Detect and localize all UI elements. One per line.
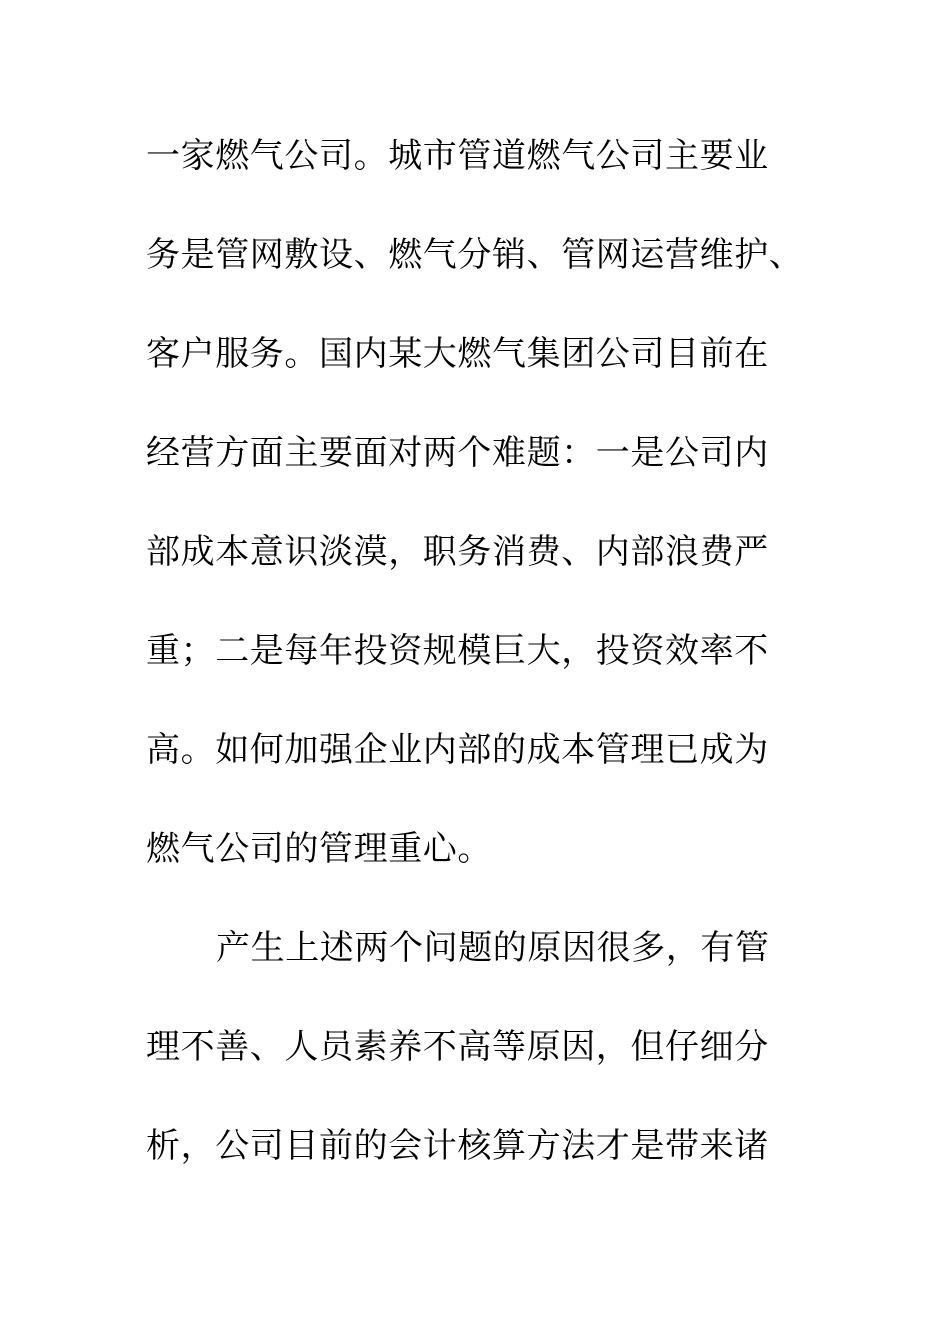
body-text (146, 126, 806, 1215)
text-line: 客户服务。国内某大燃气集团公司目前在 (146, 334, 769, 374)
text-line: 务是管网敷设、燃气分销、管网运营维护、 (146, 235, 804, 275)
text-line: 燃气公司的管理重心。 (146, 829, 492, 869)
paragraph-start-line: 产生上述两个问题的原因很多，有管 (216, 928, 770, 968)
text-line: 高。如何加强企业内部的成本管理已成为 (146, 730, 769, 770)
text-line: 部成本意识淡漠，职务消费、内部浪费严 (146, 532, 769, 572)
text-line: 析，公司目前的会计核算方法才是带来诸 (146, 1126, 769, 1166)
text-line: 重；二是每年投资规模巨大，投资效率不 (146, 631, 769, 671)
text-line: 理不善、人员素养不高等原因，但仔细分 (146, 1027, 769, 1067)
text-line: 一家燃气公司。城市管道燃气公司主要业 (146, 136, 769, 176)
text-line: 经营方面主要面对两个难题：一是公司内 (146, 433, 769, 473)
